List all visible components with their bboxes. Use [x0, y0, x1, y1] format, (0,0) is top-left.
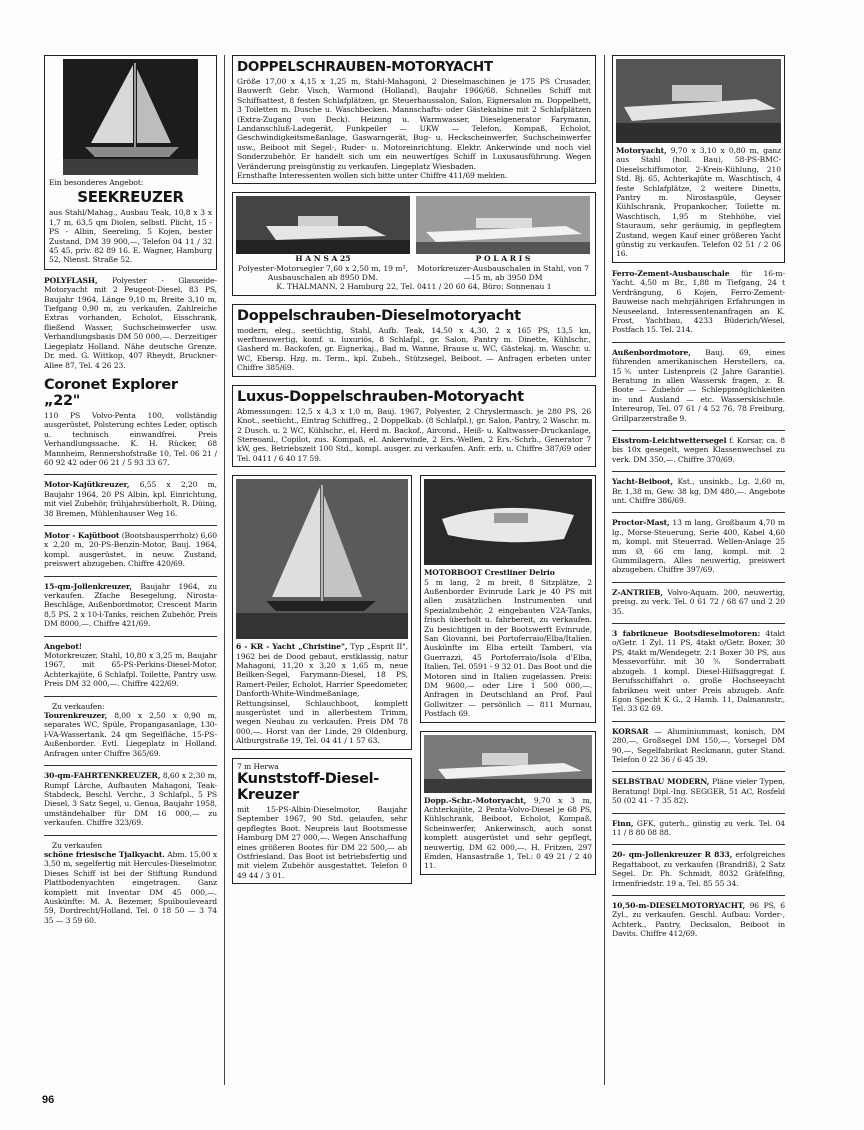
divider: [612, 623, 785, 624]
divider: [612, 471, 785, 472]
divider: [612, 844, 785, 845]
kajuetkreuzer-ad: Motor-Kajütkreuzer, 6,55 x 2,20 m, Baujahr 1964, 20 PS Albin, kpl. Einrichtung, mit viel Zubehör, frühjahrsüberholt, R. Düing, 38 Bremen, Mühlenhauser Weg 16.: [44, 480, 217, 518]
ad-body: Abmessungen: 12,5 x 4,3 x 1,0 m, Bauj. 1967, Polyester, 2 Chryslermasch. je 280 PS, 26 Knot., seetücht., Eintrag Schiffreg., 2 Doppelkab. (8 Schlafpl.), gr. Salon, Pantry, 2 Waschr. m. 2 Dusch. u. 2 WC, Kühlschr., el. Herd m. Backof., Aircond., Heiß- u. Kaltwasser-Druckanlage, Stereoanl., Copilot, zus. Kompaß, el. Ankerwinde, 2 Ers.-Wellen, 2 Ers.-Schrb., Generator 7 kW, ges. Betriebszeit 100 Std., kompl. ausger. zu verkaufen. Anfr. erb. u. Chiffre 387/69 oder Tel. 0411 / 6 40 17 59.: [237, 406, 591, 463]
divider: [44, 696, 217, 697]
seekreuzer-title: SEEKREUZER: [77, 188, 184, 207]
finn-ad: Finn, GFK, guterh., günstig zu verk. Tel. 04 11 / 8 80 08 88.: [612, 818, 785, 837]
ad-body: Größe 17,00 x 4,15 x 1,25 m, Stahl-Mahagoni, 2 Dieselmaschinen je 175 PS Crusader, Bauwerft Gebr. Visch, Warmond (Holland), Baujahr 1966/68. Schnelles Schiff mit Schiffsattest, 8 festen Schlafplätzen, gr. Steuerhaussalon, Salon, Eignersalon m. Doppelbett, 3 Toiletten m. Dusche u. Waschbecken. Mannschafts- oder Gästekabine mit 2 Schlafplätzen (Extra-Zugang von Deck). Heizung u. Warmwasser, Dieselgenerator Farymann, Landanschluß-Ladegerät, Funkpeiler — UKW — Telefon, Kompaß, Echolot, Geschwindigkeitsmeßanlage, Gaswarngerät, Bug- u. Heckscheinwerfer, Suchscheinwerfer usw., Beiboot mit Segel-, Ruder- u. Motoreinrichtung. Elektr. Ankerwinde und noch viel Sonderzubehör. Er handelt sich um ein neuwertiges Schiff in Luxusausführung. Wegen Veränderung preisgünstig zu verkaufen. Liegeplatz Wiesbaden.: [237, 77, 591, 171]
doppschr-text: Dopp.-Schr.-Motoryacht, 9,70 x 3 m, Achterkajüte, 2 Penta-Volvo-Diesel je 68 PS, Kühlschrank, Beiboot, Echolot, Kompaß, Scheinwerfer, Ankerwinsch, auch sonst komplett ausgerüstet und sehr gepflegt, neuwertig, DM 62 000,—. H. Fritzen, 297 Emden, Hansastraße 1, Tel.: 0 49 21 / 2 40 11.: [424, 795, 592, 871]
thalmann-contact: K. THALMANN, 2 Hamburg 22, Tel. 0411 / 20 60 64, Büro: Sonnenau 1: [276, 282, 552, 292]
divider: [44, 525, 217, 526]
tjalk-ad: Zu verkaufen schöne friesische Tjalkyacht. Abm. 15,00 x 3,50 m, segelfertig mit Hercules-Dieselmotor. Dieses Schiff ist bei der Stiftung Rundund Plattbodenyachten eingetragen. Ganz komplett mit Inventar DM 45 000,—. Auskünfte: M. A. Bezemer, Spuibouleveard 59, Dordrecht/Holland, Tel. 0 18 50 — 3 74 35 — 3 59 60.: [44, 840, 217, 925]
doppel-diesel-ad: [232, 304, 596, 377]
proctor-ad: Proctor-Mast, 13 m lang, Großbaum 4,70 m lg., Morse-Steuerung, Serie 400, Kabel 4,60 m, kompl. mit Steuerrad. Wellen-Anlage 25 mm Ø, 66 cm lang, kompl. mit 2 Gummilagern. Alles neuwertig, preiswert abzugeben. Chiffre 397/69.: [612, 518, 785, 575]
herwa-body: mit 15-PS-Albin-Dieselmotor, Baujahr September 1967, 90 Std. gelaufen, sehr gepflegtes Boot. Neupreis laut Bootsmesse Hamburg DM 27 000,—. Wegen Anschaffung eines größeren Bootes für DM 22 500,— ab Ostfriesland. Das Boot ist betriebsfertig und mit vielem Zubehör ausgestattet. Telefon 0 49 44 / 3 01.: [237, 805, 407, 880]
polyflash-ad: POLYFLASH, Polyester - Glasseide-Motoryacht mit 2 Peugeot-Diesel, 83 PS, Baujahr 1964, Länge 9,10 m, Breite 3,10 m, Tiefgang 0,90 m, zu verkaufen. Zahlreiche Extras vorhanden, Echolot, Eisschrank, fließend Wasser, Suchscheinwerfer usw. Verhandlungsbasis DM 50 000,—. Derzeitiger Liegeplatz Holland. Nähe deutsche Grenze. Dr. med. G. Wittkop, 407 Rheydt, Bruckner-Allee 87, Tel. 4 26 23.: [44, 275, 217, 370]
polaris-body: Motorkreuzer-Ausbauschalen in Stahl, von 7—15 m, ab 3950 DM: [417, 263, 589, 283]
divider: [612, 895, 785, 896]
selbstbau-ad: SELBSTBAU MODERN, Pläne vieler Typen, Beratung! Dipl.-Ing. SEGGER, 51 AC, Rosfeld 50 (02 41 - 7 35 82).: [612, 777, 785, 806]
herwa-title: Kunststoff-Diesel-Kreuzer: [237, 771, 379, 803]
herwa-ad: [232, 758, 412, 885]
column-rule: [604, 55, 605, 1085]
speedboat-photo: [424, 479, 592, 565]
divider: [612, 342, 785, 343]
motoryacht-photo: [616, 59, 781, 143]
aussenbord-ad: Außenbordmotore, Bauj. 69, eines führenden amerikanischen Herstellers, ca. 15⅗ unter Listenpreis (2 Jahre Garantie). Beratung in allen Wassersk fragen, z. B. Boote — Zubehör — Schleppmöglichkeiten in- und Ausland — etc. Wasserskischule. Intereurop, Tel. 07 61 / 4 52 76, 78 Freiburg, Grillparzerstraße 9.: [612, 347, 785, 423]
ad-body: modern, eleg., seetüchtig, Stahl, Aufb. Teak, 14,50 x 4,30, 2 x 165 PS, 13,5 kn, werftneuwertig, komf. u. luxuriös, 8 Schlafpl., gr. Salon, Pantry m. Dinette, Kühlschr., Gasherd m. Backofen, gr. Eignerkaj., Bad m. Wanne, Brause u. WC, Gästekaj. m. Waschr. u. WC, Ebersp. Hzg. m. Term., kpl. Zubeh., Stützsegel, Beiboot. — Anfragen erbeten unter Chiffre 385/69.: [237, 325, 591, 373]
divider: [612, 813, 785, 814]
jollen20-ad: 20- qm-Jollenkreuzer R 833, erfolgreiches Regattaboot, zu verkaufen (Brandriß), 2 Satz Segel. Dr. Ph. Schmidt, 8032 Gräfelfing, Irmenfriedstr. 19 a, Tel. 85 55 34.: [612, 850, 785, 888]
coronet-body: 110 PS Volvo-Penta 100, vollständig ausgerüstet, Polsterung echtes Leder, optisch u. technisch einwandfrei. Preis Verhandlungssache. K. H. Rücker, 68 Mannheim, Rennershofstraße 10, Tel. 06 21 / 60 92 42 oder 06 21 / 5 93 33 67.: [44, 410, 217, 467]
christine-text: 6 - KR - Yacht „Christine", Typ „Esprit II", 1962 bei de Dood gebaut, erstklassig, natur Mahagoni, 11,20 x 3,20 x 1,65 m, neue Beilken-Segel, Farymann-Diesel, 18 PS, Ramert-Peiler, Echolot, Harrier Speedometer, Danforth-White-Windmeßanlage, Rettungsinsel, Schlauchboot, komplett ausgerüstet und in allerbestem Trimm, wegen Neubau zu verkaufen. Preis DM 78 000,—. Horst van der Linde, 29 Oldenburg, Altburgstraße 19, Tel. 04 41 / 1 57 63.: [236, 642, 408, 746]
divider: [612, 582, 785, 583]
doppschr-ad: [420, 731, 596, 875]
delrio-ad: [420, 475, 596, 723]
tourenkreuzer-ad: Zu verkaufen: Tourenkreuzer, 8,00 x 2,50 x 0,90 m, separates WC, Spüle, Propangasanlage, 130-l-VA-Wassertank. 24 qm Segelfläche, 15-PS-Außenborder. Evtl. Liegeplatz in Holland. Anfragen unter Chiffre 365/69.: [44, 701, 217, 758]
sailboat-photo: [63, 59, 198, 175]
hansa-body: Polyester-Motorsegler 7,60 x 2,50 m, 19 m², Ausbauschalen ab 8950 DM.: [237, 263, 409, 283]
sailing-yacht-photo: [236, 479, 408, 639]
kajuetboot-ad: Motor - Kajütboot (Bootsbausperrholz) 6,60 x 2,20 m, 20-PS-Benzin-Motor, Bauj. 1964, kompl. ausgerüstet, in neuw. Zustand, preiswert abzugeben. Chiffre 420/69.: [44, 530, 217, 569]
column-2: [232, 55, 596, 1085]
divider: [612, 430, 785, 431]
delrio-text: MOTORBOOT Crestliner Delrio 5 m lang, 2 m breit, 8 Sitzplätze, 2 Außenborder Evinrude Lark je 40 PS mit allen zusätzlichen Instrumenten und Spezialzubehör, 2 eingebauten V2A-Tanks, frisch überholt u. fahrbereit, zu verkaufen. Zu besichtigen in der Bootswerft Evinrude, San Giovanni, bei Portoferraio/Elba/Italien. Auskünfte im Elba erteilt Tamberi, via Guerrazzi, 45 Portoferraio/Isola d'Elba, Italien, Tel. 0591 - 9 32 01. Das Boot und die Motoren sind in Italien zugelassen. Preis: DM 9600,— oder Lire 1 500 000,—. Anfragen in Deutschland an Prof. Paul Gollwitzer — persönlich — 811 Murnau, Postfach 69.: [424, 568, 592, 719]
divider: [44, 576, 217, 577]
doppelschrauben-motoryacht-ad: [232, 55, 596, 184]
ad-title: Doppelschrauben-Dieselmotoryacht: [237, 307, 521, 324]
dieselyacht-ad: 10,50-m-DIESELMOTORYACHT, 96 PS, 6 Zyl., zu verkaufen. Geschl. Aufbau: Vorder-, Achterk., Pantry, Decksalon, Beiboot in Davits. Chiffre 412/69.: [612, 901, 785, 939]
zantrieb-ad: Z-ANTRIEB, Volvo-Aquam. 200, neuwertig, preisg. zu verk. Tel. 0 61 72 / 68 67 und 2 20 35.: [612, 587, 785, 616]
seekreuzer-intro: Ein besonderes Angebot:: [49, 178, 144, 187]
luxus-ad: [232, 385, 596, 467]
motoryacht-text: Motoryacht, 9,70 x 3,10 x 0,80 m, ganz aus Stahl (holl. Bau), 58-PS-BMC-Dieselschiffsmotor, 2-Kreis-Kühlung, 210 Std. Bj. 65, Achterkajüte m. Waschtisch, 4 feste Schlafplätze, 2 weitere Dinetts, Pantry m. Nirostaspüle, Geyser Kühlschrank, Propankocher, Toilette m. Waschtisch, 1,95 m Stehhöhe, viel Stauraum, sehr geräumig, in gepflegtem Zustand, wegen Kauf einer größeren Yacht günstig zu verkaufen. Telefon 02 51 / 2 06 16.: [616, 146, 781, 259]
motoryacht-photo: [424, 735, 592, 793]
divider: [612, 771, 785, 772]
coronet-title: Coronet Explorer „22": [44, 376, 178, 409]
herwa-pre: 7 m Herwa: [237, 761, 279, 771]
divider: [44, 636, 217, 637]
divider: [612, 721, 785, 722]
korsar-ad: KORSAR — Aluminiummast, konisch, DM 280,—, Großsegel DM 150,—, Vorsegel DM 90,—, Segelfabrikat Reckmann, guter Stand. Telefon 0 22 36 / 6 45 39.: [612, 726, 785, 764]
divider: [44, 835, 217, 836]
column-3: [612, 55, 785, 1085]
angebot-ad: Angebot! Motorkreuzer, Stahl, 10,80 x 3,25 m, Baujahr 1967, mit 65-PS-Perkins-Diesel-Motor, Achterkajüte, 6 Schlafpl. Toilette, Pantry usw. Preis DM 32 000,—. Chiffre 422/69.: [44, 641, 217, 689]
divider: [44, 765, 217, 766]
seekreuzer-body: aus Stahl/Mahag., Ausbau Teak, 10,8 x 3 x 1,7 m, 63,5 qm Diolen, selbstl. Plicht, 15 - PS - Albin, Seereling, 5 Kojen, bester Zustand, DM 39 900,—, Telefon 04 11 / 32 45 45, priv. 82 89 16. E. Wagner, Hamburg 52, Nienst. Straße 52.: [49, 208, 212, 265]
polaris-label: P O L A R I S: [475, 254, 531, 264]
eisstrom-ad: Eisstrom-Leichtwettersegel f. Korsar, ca. 8 bis 10x gesegelt, wegen Klassenwechsel zu verk. DM 350,—. Chiffre 370/69.: [612, 435, 785, 464]
cruiser-photo: [416, 196, 590, 254]
jollenkreuzer-ad: 15-qm-Jollenkreuzer, Baujahr 1964, zu verkaufen. Zfache Besegelung, Nirosta-Beschläge, Außenbordmotor, Crescent Marin 8,5 PS, 2 x 10-l-Tanks, reichen Zubehör, Preis DM 8000,—. Chiffre 421/69.: [44, 581, 217, 629]
divider: [44, 474, 217, 475]
ad-title: Luxus-Doppelschrauben-Motoryacht: [237, 388, 524, 405]
christine-ad: [232, 475, 412, 749]
motoryacht-ad: [612, 55, 785, 263]
ad-title: DOPPELSCHRAUBEN-MOTORYACHT: [237, 59, 493, 75]
fahrtenkreuzer-ad: 30-qm-FAHRTENKREUZER, 8,60 x 2,30 m, Rumpf Lärche, Aufbauten Mahagoni, Teak-Stabdeck, Beschl. Verchr., 3 Schlafpl., 5 PS Diesel, 3 Satz Segel, u. Genua, Baujahr 1958, umständehalber für DM 16 000,— zu verkaufen. Chiffre 323/69.: [44, 771, 217, 828]
hansa-label: H A N S A 25: [295, 254, 351, 264]
fabrikneu-ad: 3 fabrikneue Bootsdieselmotoren: 4takt o/Getr. 1 Zyl. 11 PS, 4takt o/Getr. Boxer, 30 PS, 4takt m/Wendegetr. 2:1 Boxer 30 PS, aus Messevorführ. mit 30 ⅗ Sonderrabatt abzugeb. 1 kompl. Diesel-Hilfsaggregat f. Berufsschiffahrt o. große Hochseeyacht fabrikneu weit unter Preis abzugeb. Anfr. Egon Specht K G., 2 Hamb. 11, Dalmannstr., Tel. 33 62 69.: [612, 629, 785, 714]
ad-footer: Ernsthafte Interessenten wollen sich bitte unter Chiffre 411/69 melden.: [237, 171, 508, 181]
page-number: 96: [42, 1094, 55, 1106]
beiboot-ad: Yacht-Beiboot, Kst., unsinkb., Lg. 2,60 m, Br. 1,38 m, Gew. 38 kg, DM 480,—. Angebote unt. Chiffre 386/69.: [612, 477, 785, 505]
column-1: [44, 55, 217, 1085]
seekreuzer-ad: [44, 55, 217, 270]
column-rule: [224, 55, 225, 1085]
thalmann-ad: [232, 192, 596, 295]
motorboat-photo: [236, 196, 410, 254]
ferro-ad: Ferro-Zement-Ausbauschale für 16-m-Yacht. 4,50 m Br., 1,88 m Tiefgang, 24 t Verdrängung, 6 Kojen, Ferro-Zement-Bauweise nach mehrjährigen Erfahrungen in Neuseeland. Interessentenanfragen an K. Frost, Yachtbau, 4233 Büderich/Wesel, Postfach 15. Tel. 214.: [612, 268, 785, 335]
divider: [612, 512, 785, 513]
